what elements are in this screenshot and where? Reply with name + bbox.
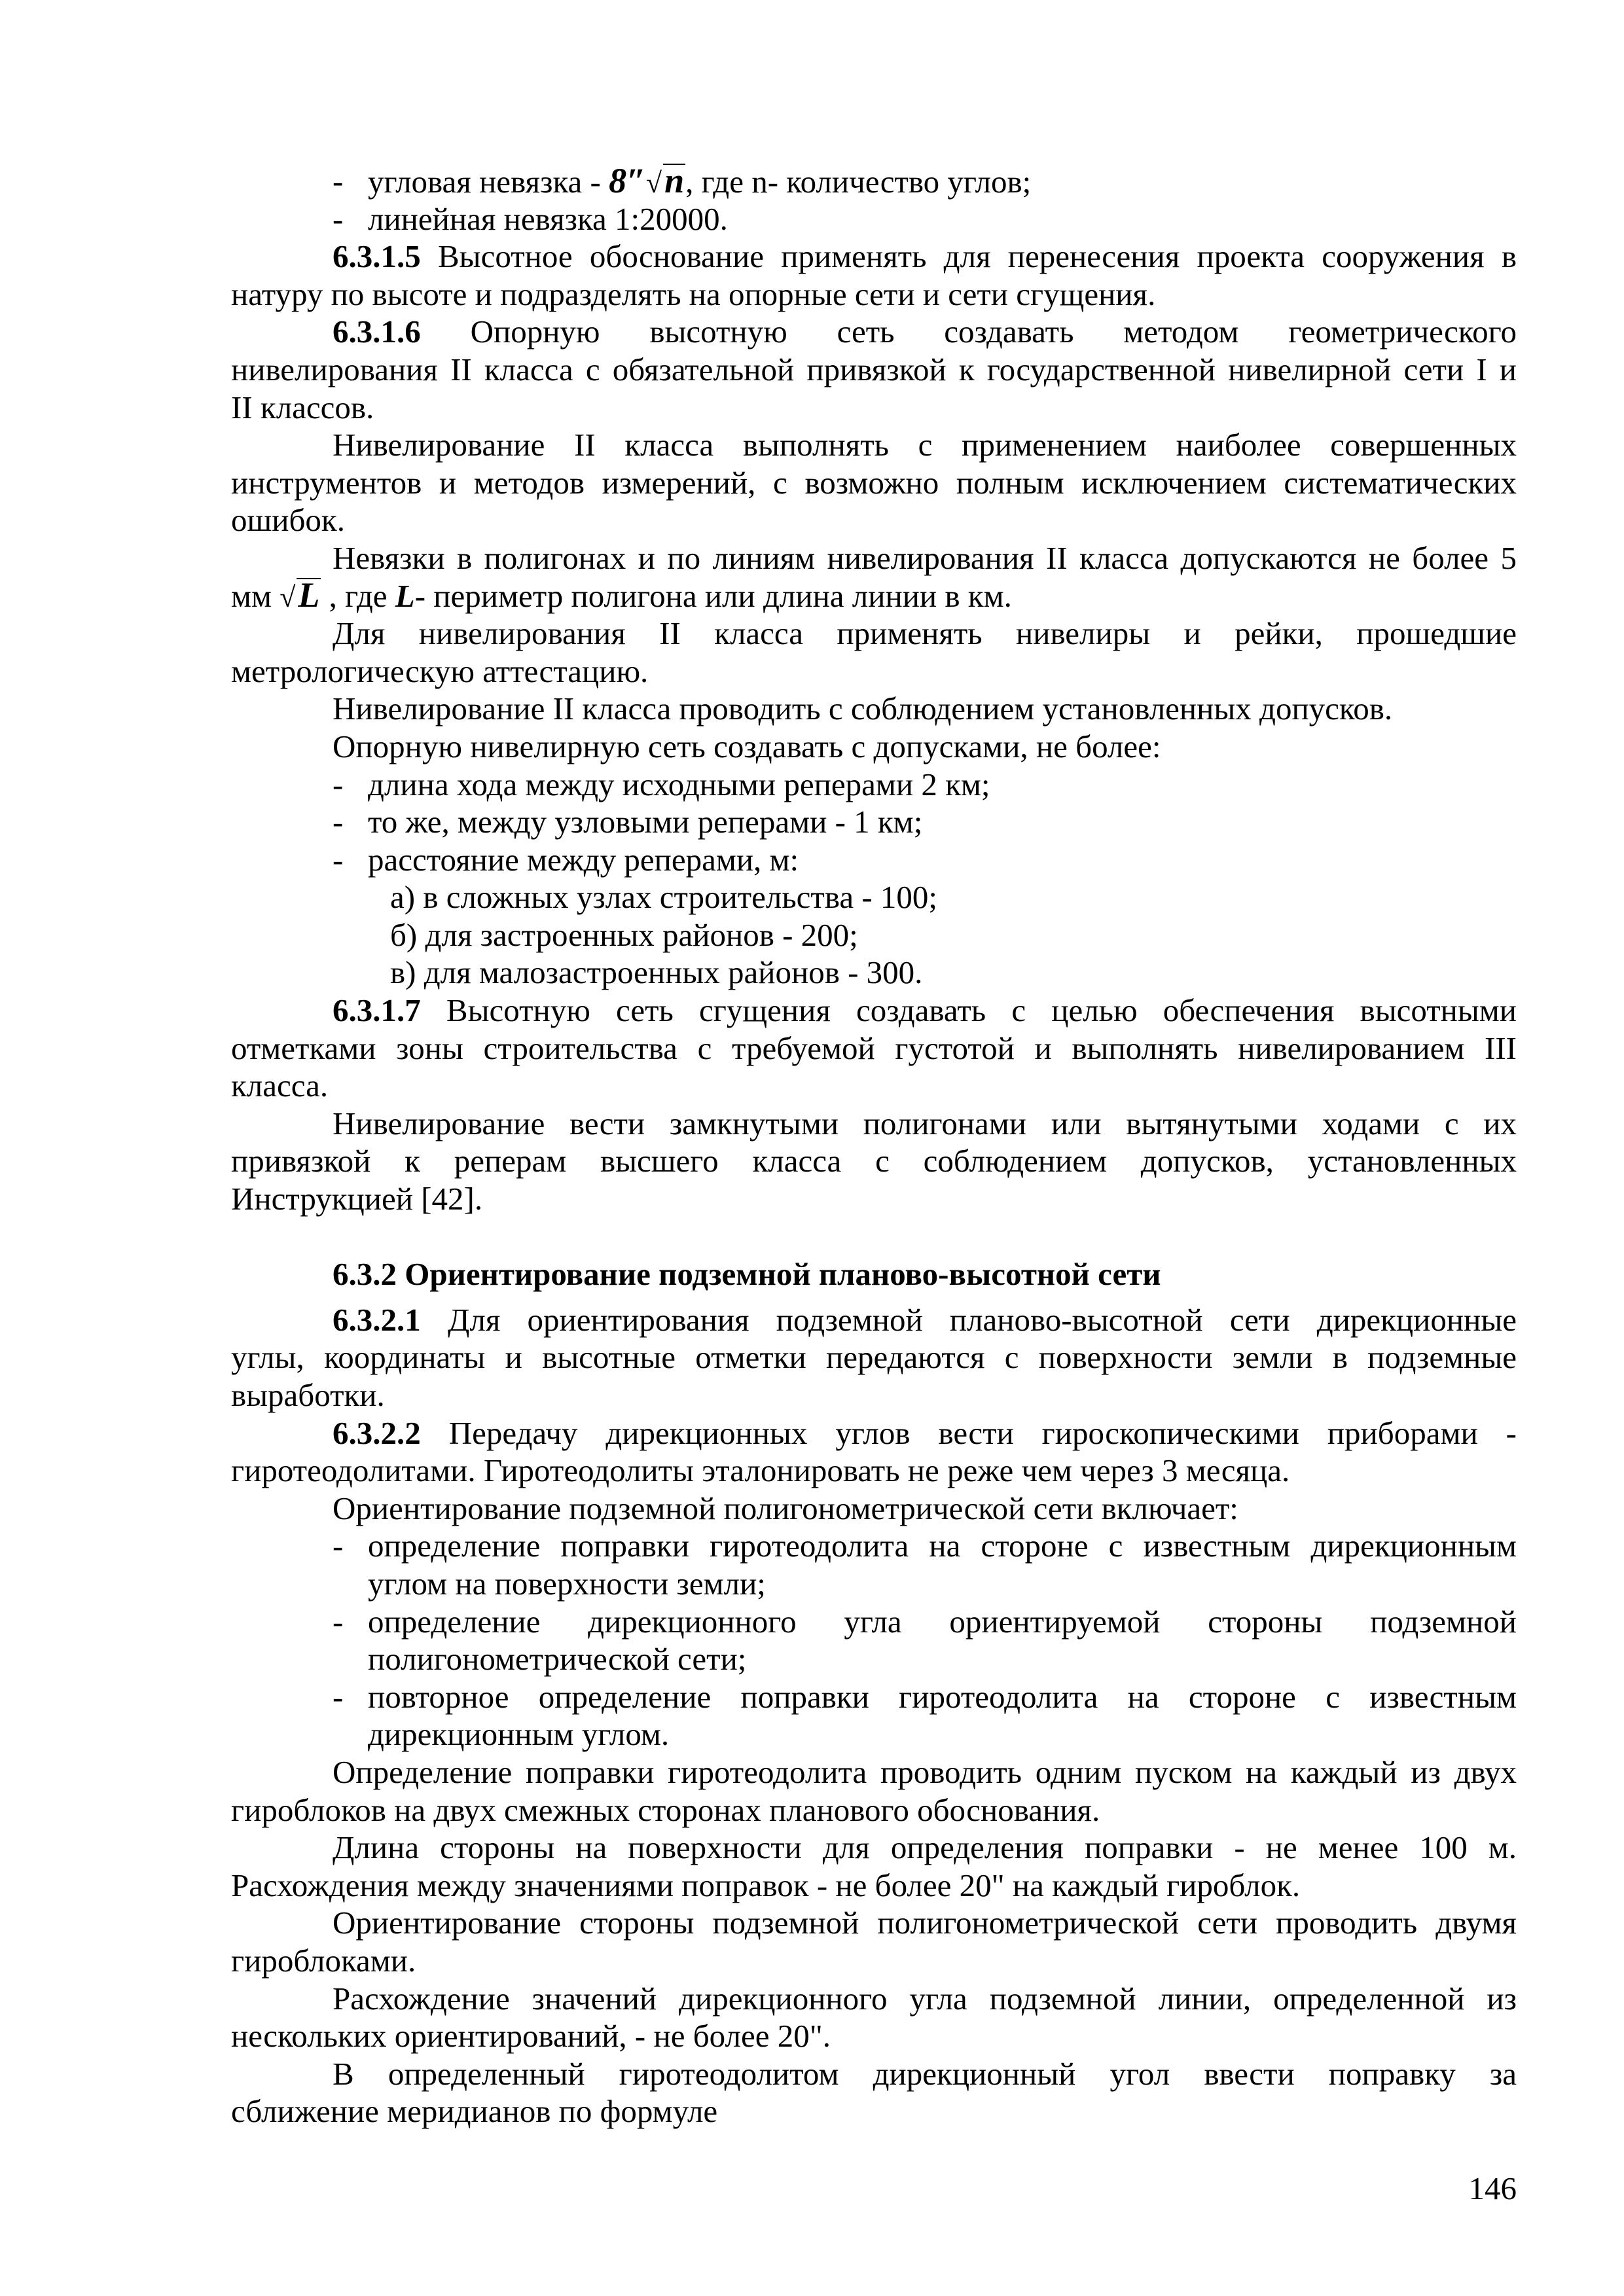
paragraph-block (231, 1490, 1517, 1528)
text-line (231, 1414, 1517, 1452)
page-number: 146 (1468, 2170, 1517, 2206)
text-run: гироблоками. (231, 1942, 416, 1979)
text-line (231, 1942, 1517, 1980)
text-run: сближение меридианов по формуле (231, 2093, 718, 2130)
text-run: б) для застроенных районов - 200; (390, 916, 858, 953)
text-line (231, 1829, 1517, 1867)
paragraph-block (231, 539, 1517, 615)
heading-block (231, 1255, 1517, 1293)
text-line (231, 1867, 1517, 1905)
text-run: - периметр полигона или длина линии в км. (414, 577, 1012, 614)
text-line (231, 389, 1517, 427)
text-line (231, 841, 1517, 879)
text-line (231, 1603, 1517, 1641)
paragraph-block (231, 992, 1517, 1105)
text-line (231, 1030, 1517, 1067)
paragraph-block (231, 2055, 1517, 2130)
text-run: Нивелирование II класса проводить с соблюдением установленных допусков. (333, 691, 1393, 727)
text-line (231, 1753, 1517, 1791)
paragraph-block (231, 1301, 1517, 1414)
bullet-block (231, 1603, 1517, 1678)
text-line (231, 1565, 1517, 1603)
text-run: Высотное обоснование применять для перенесения проекта сооружения в (437, 238, 1517, 275)
paragraph-block (231, 1980, 1517, 2055)
paragraph-block (231, 1753, 1517, 1829)
paragraph-block (231, 1829, 1517, 1904)
text-run: в) для малозастроенных районов - 300. (390, 954, 923, 991)
text-line (231, 1142, 1517, 1180)
text-line (231, 1180, 1517, 1218)
text-run: отметками зоны строительства с требуемой густотой и выполнять нивелированием III (231, 1030, 1517, 1066)
bullet-block (231, 1678, 1517, 1753)
bullet-dash: - (333, 1603, 344, 1640)
subitem-block (231, 916, 1517, 954)
text-run: , где (321, 577, 395, 614)
text-run: повторное определение поправки гиротеодолита на стороне с известным (368, 1678, 1517, 1715)
text-line (231, 1338, 1517, 1376)
text-run: Нивелирование II класса выполнять с применением наиболее совершенных (333, 427, 1517, 463)
text-run: Опорную нивелирную сеть создавать с допусками, не более: (333, 728, 1161, 764)
text-line (231, 313, 1517, 351)
text-run: гиротеодолитами. Гиротеодолиты эталонировать не реже чем через 3 месяца. (231, 1452, 1290, 1489)
bullet-dash: - (333, 163, 344, 199)
bullet-dash: - (333, 841, 344, 878)
text-line (231, 615, 1517, 653)
paragraph-block (231, 1414, 1517, 1490)
text-line (231, 1980, 1517, 2018)
text-run: Длина стороны на поверхности для определения поправки - не менее 100 м. (333, 1829, 1517, 1866)
formula-radicand: L (298, 575, 320, 615)
bullet-block (231, 162, 1517, 200)
text-run: углы, координаты и высотные отметки передаются с поверхности земли в подземные (231, 1339, 1517, 1376)
text-run: ошибок. (231, 502, 345, 539)
text-line (231, 878, 1517, 916)
text-run: полигонометрической сети; (368, 1641, 747, 1677)
text-run: мм (231, 577, 280, 614)
text-line (231, 1715, 1517, 1753)
text-run: L (395, 577, 415, 614)
text-line (231, 2055, 1517, 2093)
text-line (231, 653, 1517, 691)
text-run: длина хода между исходными реперами 2 км; (368, 766, 990, 802)
bullet-block (231, 1527, 1517, 1602)
text-line (231, 1255, 1517, 1293)
text-run: углом на поверхности земли; (368, 1565, 766, 1602)
text-run: Расхождение значений дирекционного угла подземной линии, определенной из (333, 1980, 1517, 2017)
bullet-dash: - (333, 804, 344, 840)
text-line (231, 276, 1517, 314)
text-run: Инструкцией [42]. (231, 1181, 483, 1217)
text-run: определение поправки гиротеодолита на стороне с известным дирекционным (368, 1528, 1517, 1564)
bullet-block (231, 200, 1517, 238)
text-line (231, 2017, 1517, 2055)
text-line (231, 916, 1517, 954)
text-line (231, 501, 1517, 539)
subitem-block (231, 878, 1517, 916)
text-line (231, 690, 1517, 728)
text-run: Для ориентирования подземной планово-высотной сети дирекционные (447, 1301, 1517, 1338)
section-number: 6.3.1.7 (333, 992, 421, 1029)
text-run: то же, между узловыми реперами - 1 км; (368, 804, 923, 840)
square-root-icon: √ (645, 167, 662, 199)
text-run: привязкой к реперам высшего класса с соблюдением допусков, установленных (231, 1143, 1517, 1179)
text-line (231, 426, 1517, 464)
text-run: Ориентирование подземной полигонометрической сети включает: (333, 1490, 1238, 1526)
text-run: гироблоков на двух смежных сторонах планового обоснования. (231, 1791, 1100, 1828)
text-run: Определение поправки гиротеодолита проводить одним пуском на каждый из двух (333, 1753, 1517, 1790)
text-line (231, 954, 1517, 992)
bullet-block (231, 766, 1517, 804)
text-line (231, 1527, 1517, 1565)
text-run: В определенный гиротеодолитом дирекционный угол ввести поправку за (333, 2055, 1517, 2092)
section-number: 6.3.1.5 (333, 238, 421, 275)
text-line (231, 539, 1517, 577)
text-line (231, 992, 1517, 1030)
formula-radicand: n (664, 161, 685, 200)
text-line (231, 1678, 1517, 1716)
text-run: 6.3.2 Ориентирование подземной планово-высотной сети (333, 1256, 1161, 1293)
text-run: II классов. (231, 389, 374, 425)
text-line (231, 1376, 1517, 1414)
text-line (231, 766, 1517, 804)
bullet-dash: - (333, 766, 344, 802)
text-run: выработки. (231, 1377, 385, 1413)
text-line (231, 1067, 1517, 1105)
text-run: натуру по высоте и подразделять на опорные сети и сети сгущения. (231, 276, 1156, 312)
bullet-block (231, 841, 1517, 879)
text-line (231, 1904, 1517, 1942)
section-number: 6.3.2.2 (333, 1414, 421, 1451)
text-run: Расхождения между значениями поправок - не более 20" на каждый гироблок. (231, 1867, 1301, 1903)
text-run: Для нивелирования II класса применять нивелиры и рейки, прошедшие (333, 615, 1517, 652)
text-line (231, 1452, 1517, 1490)
paragraph-block (231, 1105, 1517, 1218)
text-run: класса. (231, 1067, 329, 1104)
paragraph-block (231, 690, 1517, 728)
square-root-icon: √ (280, 581, 296, 613)
text-run: Ориентирование стороны подземной полигонометрической сети проводить двумя (333, 1905, 1517, 1941)
bullet-dash: - (333, 1528, 344, 1564)
text-run: а) в сложных узлах строительства - 100; (390, 879, 938, 916)
text-line (231, 162, 1517, 200)
text-run: метрологическую аттестацию. (231, 653, 649, 689)
text-line (231, 1791, 1517, 1829)
text-line (231, 577, 1517, 615)
text-line (231, 803, 1517, 841)
text-run: Высотную сеть сгущения создавать с целью обеспечения высотными (446, 992, 1517, 1029)
text-run: Передачу дирекционных углов вести гироскопическими приборами - (448, 1414, 1517, 1451)
text-line (231, 464, 1517, 502)
text-run: дирекционным углом. (368, 1716, 670, 1753)
paragraph-block (231, 238, 1517, 313)
text-run: расстояние между реперами, м: (368, 841, 799, 878)
paragraph-block (231, 426, 1517, 539)
text-line (231, 2092, 1517, 2130)
section-number: 6.3.2.1 (333, 1301, 421, 1338)
paragraph-block (231, 615, 1517, 690)
formula-term: 8″ (609, 161, 646, 200)
paragraph-block (231, 1904, 1517, 1979)
text-line (231, 1105, 1517, 1143)
text-line (231, 238, 1517, 276)
text-run: Невязки в полигонах и по линиям нивелирования II класса допускаются не более 5 (333, 539, 1517, 576)
text-line (231, 728, 1517, 766)
text-run: нескольких ориентирований, - не более 20". (231, 2018, 831, 2054)
paragraph-block (231, 313, 1517, 426)
section-number: 6.3.1.6 (333, 314, 421, 350)
paragraph-block (231, 728, 1517, 766)
text-line (231, 351, 1517, 389)
bullet-dash: - (333, 200, 344, 237)
text-run: Нивелирование вести замкнутыми полигонами или вытянутыми ходами с их (333, 1105, 1517, 1141)
text-run: линейная невязка 1:20000. (368, 200, 728, 237)
document-body (231, 162, 1517, 2130)
bullet-dash: - (333, 1678, 344, 1715)
text-run: определение дирекционного угла ориентируемой стороны подземной (368, 1603, 1517, 1640)
text-run: инструментов и методов измерений, с возможно полным исключением систематических (231, 464, 1517, 501)
text-line (231, 1301, 1517, 1339)
text-run: угловая невязка - (368, 164, 609, 200)
text-line (231, 1640, 1517, 1678)
text-line (231, 200, 1517, 238)
text-line (231, 1490, 1517, 1528)
bullet-block (231, 803, 1517, 841)
subitem-block (231, 954, 1517, 992)
text-run: Опорную высотную сеть создавать методом геометрического (470, 314, 1517, 350)
text-run: нивелирования II класса с обязательной привязкой к государственной нивелирной сети I и (231, 351, 1517, 387)
text-run: , где n- количество углов; (685, 164, 1032, 200)
